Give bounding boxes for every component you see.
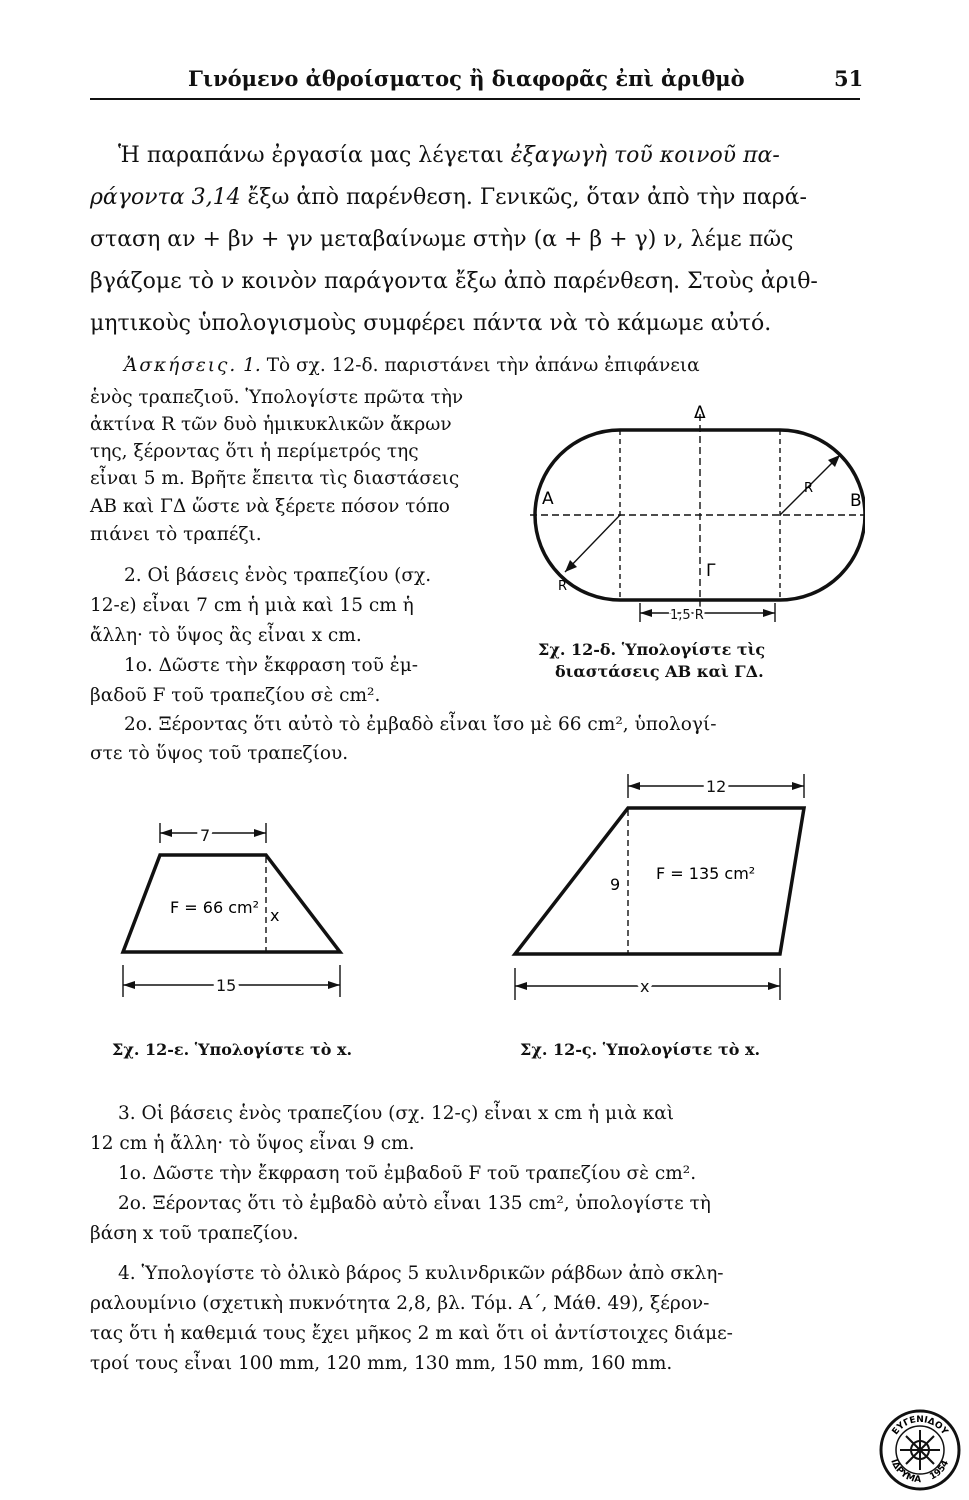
label-e-bottom: 15 xyxy=(216,976,237,995)
label-gamma: Γ xyxy=(706,561,716,581)
intro-line-1: Ἡ παραπάνω ἐργασία μας λέγεται ἐξαγωγὴ τοῦ κοινοῦ πα- xyxy=(118,143,780,168)
exercise-2-line-1: 2. Οἱ βάσεις ἑνὸς τραπεζίου (σχ. xyxy=(124,565,432,586)
exercise-1-line-6: ΑΒ καὶ ΓΔ ὥστε νὰ ξέρετε πόσον τόπο xyxy=(90,496,450,517)
label-r-right: R xyxy=(804,481,814,496)
label-e-area: F = 66 cm² xyxy=(170,898,260,917)
exercise-2-line-2: 12-ε) εἶναι 7 cm ἡ μιὰ καὶ 15 cm ἡ xyxy=(90,595,414,616)
label-r-left: R xyxy=(558,579,568,594)
exercise-3-line-1: 3. Οἱ βάσεις ἑνὸς τραπεζίου (σχ. 12-ς) εἶναι x cm ἡ μιὰ καὶ xyxy=(118,1103,674,1124)
stamp-year: 1954 xyxy=(928,1458,952,1483)
intro-line-2: ράγοντα 3,14 ἔξω ἀπὸ παρένθεση. Γενικῶς, ὅταν ἀπὸ τὴν παρά- xyxy=(90,185,807,210)
exercise-3-line-2: 12 cm ἡ ἄλλη· τὸ ὕψος εἶναι 9 cm. xyxy=(90,1133,415,1154)
label-st-area: F = 135 cm² xyxy=(656,864,756,883)
label-st-top: 12 xyxy=(706,777,727,796)
stamp-text-bottom: ΙΔΡΥΜΑ xyxy=(888,1458,922,1486)
label-st-bottom: x xyxy=(640,977,650,996)
label-dim: 1,5 R xyxy=(670,608,704,623)
label-e-height: x xyxy=(270,906,280,925)
exercise-3-line-4: 2ο. Ξέροντας ὅτι τὸ ἐμβαδὸ αὐτὸ εἶναι 135 cm², ὑπολογίστε τὴ xyxy=(118,1193,711,1214)
caption-12st: Σχ. 12-ς. Ὑπολογίστε τὸ x. xyxy=(520,1040,761,1059)
caption-12e: Σχ. 12-ε. Ὑπολογίστε τὸ x. xyxy=(112,1040,353,1059)
label-e-top: 7 xyxy=(200,826,211,845)
exercise-4-line-1: 4. Ὑπολογίστε τὸ ὁλικὸ βάρος 5 κυλινδρικῶν ράβδων ἀπὸ σκλη- xyxy=(118,1263,724,1284)
exercise-2-line-3: ἄλλη· τὸ ὕψος ἂς εἶναι x cm. xyxy=(90,625,362,646)
page-number: 51 xyxy=(834,66,864,91)
running-title: Γινόμενο ἀθροίσματος ἢ διαφορᾶς ἐπὶ ἀριθμὸ xyxy=(188,66,745,91)
exercise-2-line-5: βαδοῦ F τοῦ τραπεζίου σὲ cm². xyxy=(90,685,381,706)
foundation-stamp xyxy=(878,1408,962,1492)
figure-12e xyxy=(118,815,353,1015)
label-delta: Δ xyxy=(694,403,706,423)
intro-line-4: βγάζομε τὸ ν κοινὸν παράγοντα ἔξω ἀπὸ παρένθεση. Στοὺς ἀριθ- xyxy=(90,269,818,294)
exercise-1-line-4: της, ξέροντας ὅτι ἡ περίμετρός της xyxy=(90,441,419,462)
caption-12d-line-2: διαστάσεις ΑΒ καὶ ΓΔ. xyxy=(555,662,764,681)
svg-text:ΙΔΡΥΜΑ xyxy=(888,1458,921,1485)
exercise-1-line-2: ἑνὸς τραπεζιοῦ. Ὑπολογίστε πρῶτα τὴν xyxy=(90,387,464,408)
exercise-1-line-3: ἀκτίνα R τῶν δυὸ ἡμικυκλικῶν ἄκρων xyxy=(90,414,452,435)
exercise-4-line-4: τροί τους εἶναι 100 mm, 120 mm, 130 mm, 150 mm, 160 mm. xyxy=(90,1353,673,1374)
header-rule xyxy=(90,98,860,100)
figure-12st xyxy=(510,768,815,1018)
exercise-3-line-3: 1ο. Δῶστε τὴν ἔκφραση τοῦ ἐμβαδοῦ F τοῦ τραπεζίου σὲ cm². xyxy=(118,1163,697,1184)
exercise-2-line-4: 1ο. Δῶστε τὴν ἔκφραση τοῦ ἐμ- xyxy=(124,655,418,676)
figure-12d xyxy=(520,400,865,635)
exercise-1-line-5: εἶναι 5 m. Βρῆτε ἔπειτα τὶς διαστάσεις xyxy=(90,468,460,489)
caption-12d-line-1: Σχ. 12-δ. Ὑπολογίστε τὶς xyxy=(538,640,766,659)
label-a: Α xyxy=(542,489,554,509)
stamp-emblem-icon xyxy=(900,1430,940,1470)
exercise-2-line-6: 2ο. Ξέροντας ὅτι αὐτὸ τὸ ἐμβαδὸ εἶναι ἴσο μὲ 66 cm², ὑπολογί- xyxy=(124,714,717,735)
label-b: Β xyxy=(850,491,862,511)
intro-line-5: μητικοὺς ὑπολογισμοὺς συμφέρει πάντα νὰ τὸ κάμωμε αὐτό. xyxy=(90,311,772,336)
intro-line-3: σταση αν + βν + γν μεταβαίνωμε στὴν (α + β + γ) ν, λέμε πῶς xyxy=(90,227,794,252)
exercise-1-line-7: πιάνει τὸ τραπέζι. xyxy=(90,524,262,545)
exercise-2-line-7: στε τὸ ὕψος τοῦ τραπεζίου. xyxy=(90,743,349,764)
exercise-4-line-3: τας ὅτι ἡ καθεμιά τους ἔχει μῆκος 2 m καὶ ὅτι οἱ ἀντίστοιχες διάμε- xyxy=(90,1323,733,1344)
label-st-height: 9 xyxy=(610,875,621,894)
exercise-1-line-1: Ἀσκήσεις. 1. Τὸ σχ. 12-δ. παριστάνει τὴν ἀπάνω ἐπιφάνεια xyxy=(124,355,700,376)
exercise-3-line-5: βάση x τοῦ τραπεζίου. xyxy=(90,1223,299,1244)
exercise-4-line-2: ραλουμίνιο (σχετικὴ πυκνότητα 2,8, βλ. Τόμ. Α΄, Μάθ. 49), ξέρον- xyxy=(90,1293,710,1314)
stamp-text-top: ΕΥΓΕΝΙΔΟΥ xyxy=(890,1414,950,1437)
